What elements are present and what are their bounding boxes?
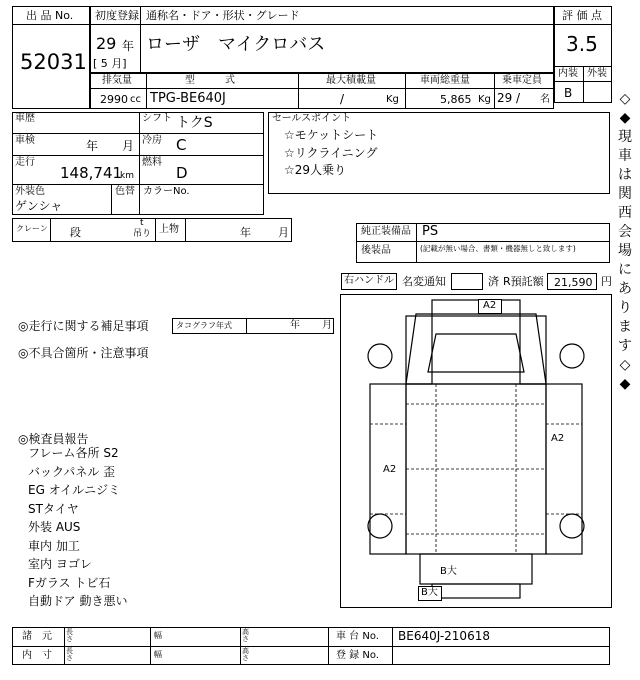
ac-label: 冷房 [142, 135, 162, 146]
sales-point: ☆リクライニング [284, 146, 378, 160]
inner-row-label: 内 寸 [22, 650, 52, 661]
sales-title: セールスポイント [272, 113, 352, 124]
damage-mark: A2 [383, 464, 397, 475]
rear-left-wheel [368, 514, 392, 538]
reg-year-unit: 年 [122, 39, 135, 53]
car-name: ローザ マイクロバス [146, 34, 326, 55]
color: ゲンシャ [15, 199, 63, 213]
mileage-label: 走行 [15, 157, 35, 168]
inspector-item: 外装 AUS [28, 520, 81, 534]
front-left-wheel [368, 344, 392, 368]
history-label: 車歴 [15, 113, 35, 124]
gvw: 5,865 [440, 93, 472, 106]
sales-point: ☆29人乗り [284, 163, 347, 177]
inspector-item: Fガラス トビ石 [28, 575, 111, 590]
lot-label: 出 品 No. [26, 9, 74, 22]
grade-label: 評 価 点 [562, 9, 602, 22]
type-label: 型 式 [185, 75, 235, 86]
height-label: 高さ [242, 628, 249, 643]
damage-mark: B大 [421, 587, 438, 598]
sales-point: ☆モケットシート [284, 128, 379, 142]
genuine-label: 純正装備品 [361, 226, 411, 237]
lot-number: 52031 [20, 50, 87, 74]
mileage-unit: km [120, 171, 134, 181]
front-right-wheel [560, 344, 584, 368]
inspector-title: ◎検査員報告 [18, 432, 89, 446]
inspector-item: STタイヤ [28, 501, 79, 516]
hood-outline [406, 314, 546, 384]
width-label: 幅 [154, 650, 162, 659]
first-reg-label: 初度登録 [95, 9, 139, 22]
recycle-label: R預託額 [503, 275, 544, 288]
ac: C [176, 136, 187, 154]
height-label: 高さ [242, 647, 249, 662]
shift-label: シフト [142, 113, 172, 124]
tachograph-month-unit: 月 [322, 320, 332, 331]
gvw-label: 車両総重量 [420, 75, 470, 86]
name-change-label: 名変通知 [402, 275, 446, 288]
length-label: 長さ [66, 628, 73, 643]
upper-label: 上物 [159, 224, 179, 235]
side-notice: ◇◆現車は関西会場にあります◇◆ [618, 91, 632, 392]
interior-label: 内装 [558, 68, 578, 79]
specs-row-label: 諸 元 [22, 631, 52, 642]
displacement-unit: cc [130, 94, 141, 105]
rear-outline [420, 554, 532, 584]
fuel-label: 燃料 [142, 157, 162, 168]
reg-year: 29 [96, 34, 117, 53]
inspector-item: 車内 加工 [28, 538, 80, 553]
loadcap-label: 最大積載量 [326, 75, 376, 86]
capacity: 29 [497, 91, 513, 105]
displacement: 2990 [100, 93, 128, 106]
crane-stage: 段 [70, 226, 81, 239]
genuine-equipment: PS [422, 224, 439, 239]
recycle-unit: 円 [601, 275, 612, 288]
driving-notes-title: ◎走行に関する補足事項 [18, 319, 149, 333]
color-change-label: 色替 [115, 186, 135, 197]
overall-grade: 3.5 [566, 32, 598, 56]
capacity-unit: 名 [540, 94, 550, 105]
aftermarket-label: 後装品 [361, 245, 391, 256]
damage-mark: B大 [440, 566, 457, 577]
damage-mark: A2 [483, 300, 497, 311]
inspection-month-unit: 月 [122, 139, 135, 153]
color-label: 外装色 [15, 186, 45, 197]
inspector-item: フレーム各所 S2 [28, 446, 119, 460]
interior-grade: B [564, 86, 573, 100]
name-change-box [451, 273, 483, 290]
upper-year-unit: 年 [240, 226, 251, 239]
bus-diagram [340, 294, 612, 608]
exterior-label: 外装 [587, 68, 607, 79]
inspector-item: 室内 ヨゴレ [28, 557, 92, 571]
right-hand: 右ハンドル [344, 275, 394, 286]
aftermarket-note: (記載が無い場合、書類・機器無しと致します) [420, 244, 576, 253]
inspector-item: 自動ドア 動き悪い [28, 594, 128, 608]
reg-month: [ 5 月] [93, 57, 127, 70]
model-code: TPG-BE640J [150, 91, 226, 106]
tachograph-year-unit: 年 [290, 320, 300, 331]
tachograph-label: タコグラフ年式 [176, 321, 232, 330]
color-no-label: カラーNo. [143, 186, 190, 197]
inspector-item: EG オイルニジミ [28, 483, 121, 497]
crane-ton: t [140, 218, 144, 228]
gvw-unit: Kg [478, 94, 491, 105]
mileage: 148,741 [60, 164, 123, 182]
displacement-label: 排気量 [102, 75, 132, 86]
recycle-amount: 21,590 [554, 276, 593, 289]
crane-label: クレーン [16, 224, 48, 233]
chassis-label: 車 台 No. [336, 631, 379, 642]
loadcap: / [340, 92, 345, 106]
loadcap-unit: Kg [386, 94, 399, 105]
inspection-year-unit: 年 [86, 139, 99, 153]
shift: トクS [176, 115, 213, 131]
width-label: 幅 [154, 631, 162, 640]
damage-mark: A2 [551, 433, 565, 444]
registration-label: 登 録 No. [336, 650, 379, 661]
capacity-label: 乗車定員 [502, 75, 542, 86]
upper-month-unit: 月 [278, 226, 289, 239]
rear-right-wheel [560, 514, 584, 538]
defects-title: ◎不具合箇所・注意事項 [18, 346, 149, 360]
chassis-number: BE640J-210618 [398, 629, 490, 643]
model-label: 通称名・ドア・形状・グレード [146, 9, 300, 22]
recycle-symbol: 済 [488, 275, 499, 288]
crane-hook: 吊り [133, 229, 152, 239]
length-label: 長さ [66, 647, 73, 662]
fuel: D [176, 164, 188, 182]
windshield-outline [428, 334, 524, 372]
inspector-item: バックパネル 歪 [28, 464, 116, 479]
inspection-label: 車検 [15, 135, 35, 146]
inspector-list [28, 444, 127, 611]
capacity-slash: / [516, 91, 521, 105]
